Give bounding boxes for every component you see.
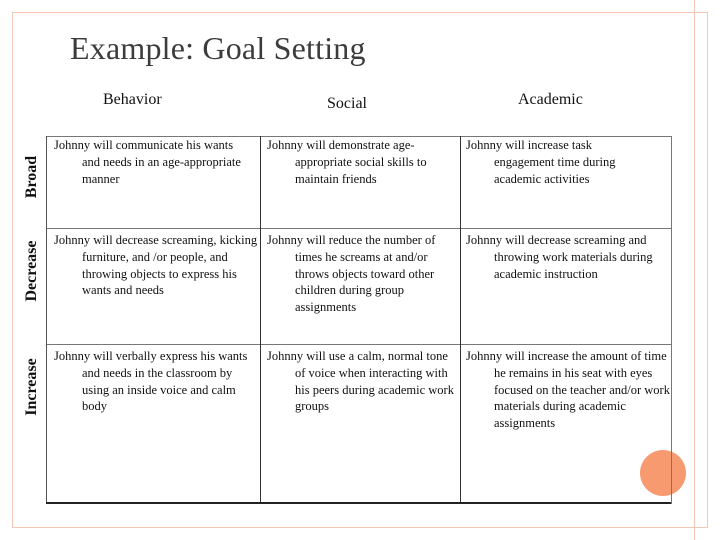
table-right-border: [671, 136, 672, 504]
column-divider: [460, 136, 461, 502]
table-bottom-border: [46, 502, 672, 504]
cell-decrease-social: Johnny will reduce the number of times he screams at and/or throws objects toward other children during group assignments: [267, 233, 436, 315]
cell-broad-social: Johnny will demonstrate age-appropriate social skills to maintain friends: [267, 138, 427, 186]
frame-right-line: [694, 0, 695, 540]
column-divider: [260, 136, 261, 502]
column-header-social: Social: [327, 95, 367, 112]
cell-decrease-behavior: Johnny will decrease screaming, kicking furniture, and /or people, and throwing objects to express his wants and needs: [54, 233, 258, 298]
cell-increase-behavior: Johnny will verbally express his wants and needs in the classroom by using an inside voice and calm body: [54, 349, 248, 414]
row-divider: [46, 344, 672, 345]
row-label-increase: Increase: [23, 358, 40, 416]
row-label-broad: Broad: [23, 155, 40, 199]
row-label-decrease: Decrease: [23, 240, 40, 302]
goal-table: [46, 136, 672, 504]
cell-broad-academic: Johnny will increase task engagement time during academic activities: [466, 138, 616, 186]
cell-broad-behavior: Johnny will communicate his wants and needs in an age-appropriate manner: [54, 138, 241, 186]
cell-increase-social: Johnny will use a calm, normal tone of voice when interacting with his peers during academic work groups: [267, 349, 454, 414]
table-left-border: [46, 136, 47, 504]
cell-decrease-academic: Johnny will decrease screaming and throwing work materials during academic instruction: [466, 233, 653, 281]
column-header-academic: Academic: [518, 91, 583, 108]
cell-increase-academic: Johnny will increase the amount of time he remains in his seat with eyes focused on the teacher and/or work materials during academic assignments: [466, 349, 670, 431]
row-divider: [46, 228, 672, 229]
page-title: Example: Goal Setting: [70, 30, 366, 66]
column-header-behavior: Behavior: [103, 91, 162, 108]
